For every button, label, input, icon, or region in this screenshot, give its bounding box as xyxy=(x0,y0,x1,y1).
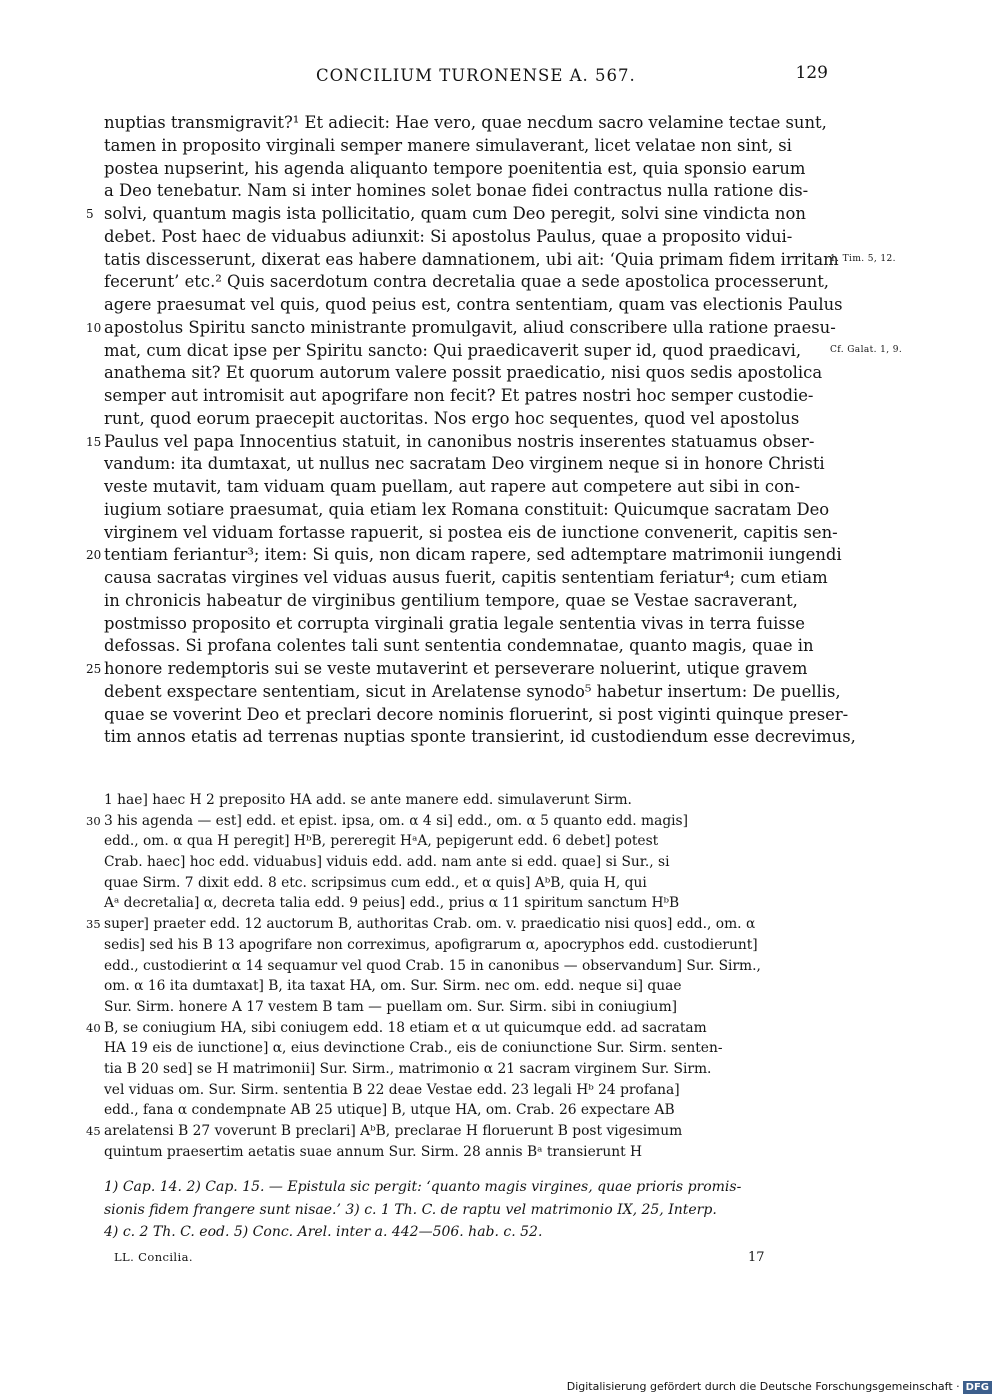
apparatus-line xyxy=(104,893,834,914)
margin-reference: Cf. Galat. 1, 9. xyxy=(830,344,903,355)
text-line xyxy=(104,249,839,272)
apparatus-line xyxy=(104,935,834,956)
text-line xyxy=(104,635,834,658)
text-line xyxy=(104,385,834,408)
text-line-text: agere praesumat vel quis, quod peius est, contra sententiam, quam vas electionis Paulus xyxy=(104,295,843,314)
text-line xyxy=(104,180,834,203)
apparatus-line xyxy=(104,976,834,997)
text-line xyxy=(104,499,834,522)
text-line-text: in chronicis habeatur de virginibus gentilium tempore, quae se Vestae sacraverant, xyxy=(104,590,798,610)
line-number: 15 xyxy=(86,434,102,449)
text-line xyxy=(104,704,849,727)
text-line xyxy=(104,726,856,749)
apparatus-line xyxy=(104,1100,834,1121)
text-line xyxy=(104,362,834,385)
text-line xyxy=(104,613,834,636)
apparatus-line-text: vel viduas om. Sur. Sirm. sententia B 22 deae Vestae edd. 23 legali Hᵇ 24 profana] xyxy=(104,1081,680,1098)
apparatus-line-text: edd., fana α condempnate AB 25 utique] B, utque HA, om. Crab. 26 expectare AB xyxy=(104,1102,675,1119)
line-number: 40 xyxy=(86,1020,101,1035)
apparatus-line xyxy=(86,1121,834,1142)
apparatus-line xyxy=(86,1018,834,1039)
line-number: 35 xyxy=(86,917,101,932)
apparatus-line-text: quae Sirm. 7 dixit edd. 8 etc. scripsimus cum edd., et α quis] AᵇB, quia H, qui xyxy=(104,874,647,891)
line-number: 10 xyxy=(86,320,102,335)
text-line xyxy=(104,226,834,249)
text-line-text: solvi, quantum magis ista pollicitatio, quam cum Deo peregit, solvi sine vindicta non xyxy=(104,204,806,223)
apparatus-line xyxy=(104,1080,834,1101)
text-line-text: debent exspectare sententiam, sicut in Arelatense synodo⁵ habetur insertum: De puellis, xyxy=(104,681,841,701)
apparatus-line-text: sedis] sed his B 13 apogrifare non correximus, apofigrarum α, apocryphos edd. custodierunt] xyxy=(104,936,758,953)
text-line xyxy=(104,453,834,476)
text-line xyxy=(86,203,834,226)
apparatus-line xyxy=(104,831,834,852)
main-text xyxy=(86,112,856,749)
text-line-text: mat, cum dicat ipse per Spiritu sancto: Qui praedicaverit super id, quod praedicavi, xyxy=(104,340,802,360)
apparatus-line xyxy=(104,997,834,1018)
apparatus-line-text: super] praeter edd. 12 auctorum B, authoritas Crab. om. v. praedicatio nisi quos] edd., om. α xyxy=(104,916,756,933)
apparatus-line xyxy=(86,811,834,832)
apparatus-line xyxy=(104,790,834,811)
text-line-text: apostolus Spiritu sancto ministrante promulgavit, aliud conscribere ulla ratione praesu- xyxy=(104,317,836,337)
page-number: 129 xyxy=(795,63,828,83)
apparatus-line xyxy=(104,1059,834,1080)
text-line-text: fecerunt’ etc.² Quis sacerdotum contra decretalia quae a sede apostolica processerunt, xyxy=(104,272,830,292)
text-line xyxy=(86,544,842,567)
apparatus-line xyxy=(104,852,834,873)
apparatus-line-text: edd., om. α qua H peregit] HᵇB, pereregit HᵃA, pepigerunt edd. 6 debet] potest xyxy=(104,833,659,850)
footer-signature-number: 17 xyxy=(748,1250,765,1265)
text-line xyxy=(104,681,841,704)
apparatus-line xyxy=(86,914,834,935)
text-line-text: tamen in proposito virginali semper manere simulaverant, licet velatae non sint, si xyxy=(104,135,792,155)
text-line xyxy=(104,158,834,181)
text-line-text: Paulus vel papa Innocentius statuit, in canonibus nostris inserentes statuamus obser- xyxy=(104,431,815,451)
text-line xyxy=(86,431,834,454)
text-line-text: quae se voverint Deo et preclari decore nominis floruerint, si post viginti quinque preser- xyxy=(104,704,849,724)
text-line xyxy=(104,294,843,317)
text-line-text: defossas. Si profana colentes tali sunt sententia condemnatae, quanto magis, quae in xyxy=(104,636,814,656)
text-line xyxy=(104,112,834,135)
apparatus-line-text: 1 hae] haec H 2 preposito HA add. se ante manere edd. simulaverunt Sirm. xyxy=(104,792,632,808)
line-number: 30 xyxy=(86,813,101,828)
text-line-text: honore redemptoris sui se veste mutaverint et perseverare noluerint, utique gravem xyxy=(104,659,808,678)
apparatus-line-text: HA 19 eis de iunctione] α, eius devinctione Crab., eis de coniunctione Sur. Sirm. senten- xyxy=(104,1040,723,1057)
apparatus-line xyxy=(104,956,834,977)
text-line xyxy=(104,135,834,158)
apparatus-line-text: tia B 20 sed] se H matrimonii] Sur. Sirm., matrimonio α 21 sacram virginem Sur. Sirm. xyxy=(104,1060,712,1077)
text-line-text: virginem vel viduam fortasse rapuerit, si postea eis de iunctione convenerit, capitis sen- xyxy=(104,522,838,542)
apparatus-line-text: B, se coniugium HA, sibi coniugem edd. 18 etiam et α ut quicumque edd. ad sacratam xyxy=(104,1019,707,1036)
apparatus-line-text: om. α 16 ita dumtaxat] B, ita taxat HA, om. Sur. Sirm. nec om. edd. neque si] quae xyxy=(104,978,682,995)
text-line xyxy=(104,408,834,431)
apparatus-line-text: Crab. haec] hoc edd. viduabus] viduis edd. add. nam ante si edd. quae] si Sur., si xyxy=(104,854,670,871)
footnote-line: 1) Cap. 14. 2) Cap. 15. — Epistula sic pergit: ‘quanto magis virgines, quae prioris promis- xyxy=(104,1179,742,1195)
dfg-logo: DFG xyxy=(963,1381,992,1394)
text-line xyxy=(104,271,834,294)
page-header xyxy=(104,63,828,94)
text-line-text: tatis discesserunt, dixerat eas habere damnationem, ubi ait: ‘Quia primam fidem irritam xyxy=(104,249,839,269)
text-line xyxy=(104,567,834,590)
text-line xyxy=(104,476,834,499)
apparatus-line xyxy=(104,1142,834,1163)
footnote-line: sionis fidem frangere sunt nisae.’ 3) c. 1 Th. C. de raptu vel matrimonio IX, 25, Interp. xyxy=(104,1201,717,1218)
text-line-text: a Deo tenebatur. Nam si inter homines solet bonae fidei contractus nulla ratione dis- xyxy=(104,181,809,201)
text-line-text: postmisso proposito et corrupta virginali gratia legale sententia vivas in terra fuisse xyxy=(104,613,805,633)
text-line xyxy=(104,590,834,613)
text-line-text: tentiam feriantur³; item: Si quis, non dicam rapere, sed adtemptare matrimonii iungendi xyxy=(104,545,842,565)
text-line-text: causa sacratas virgines vel viduas ausus fuerit, capitis sententiam feriatur⁴; cum etiam xyxy=(104,568,828,587)
text-line xyxy=(86,317,836,340)
credit-text: Digitalisierung gefördert durch die Deutsche Forschungsgemeinschaft · xyxy=(566,1380,960,1393)
footnotes xyxy=(104,1176,834,1244)
text-line-text: semper aut intromisit aut apogrifare non fecit? Et patres nostri hoc semper custodie- xyxy=(104,386,814,405)
text-line-text: postea nupserint, his agenda aliquanto tempore poenitentia est, quia sponsio earum xyxy=(104,158,806,178)
apparatus-line xyxy=(104,1038,834,1059)
text-line-text: tim annos etatis ad terrenas nuptias sponte transierint, id custodiendum esse decrevimus, xyxy=(104,727,856,747)
text-line-text: iugium sotiare praesumat, quia etiam lex Romana constituit: Quicumque sacratam Deo xyxy=(104,499,830,519)
apparatus-line-text: arelatensi B 27 voverunt B preclari] AᵇB, preclarae H floruerunt B post vigesimum xyxy=(104,1123,683,1139)
text-line-text: anathema sit? Et quorum autorum valere possit praedicatio, nisi quos sedis apostolica xyxy=(104,363,823,383)
line-number: 20 xyxy=(86,548,102,563)
critical-apparatus xyxy=(86,790,834,1162)
text-line-text: debet. Post haec de viduabus adiunxit: Si apostolus Paulus, quae a proposito vidui- xyxy=(104,226,793,246)
apparatus-line-text: edd., custodierint α 14 sequamur vel quod Crab. 15 in canonibus — observandum] Sur. Sirm., xyxy=(104,957,761,974)
apparatus-line-text: Sur. Sirm. honere A 17 vestem B tam — puellam om. Sur. Sirm. sibi in coniugium] xyxy=(104,998,678,1015)
footnote-line: 4) c. 2 Th. C. eod. 5) Conc. Arel. inter a. 442—506. hab. c. 52. xyxy=(104,1224,543,1240)
line-number: 5 xyxy=(86,207,94,221)
apparatus-line-text: Aᵃ decretalia] α, decreta talia edd. 9 peius] edd., prius α 11 spiritum sanctum HᵇB xyxy=(104,895,680,912)
text-line-text: vandum: ita dumtaxat, ut nullus nec sacratam Deo virginem neque si in honore Christi xyxy=(104,454,825,474)
text-line-text: runt, quod eorum praecepit auctoritas. Nos ergo hoc sequentes, quod vel apostolus xyxy=(104,408,800,428)
line-number: 25 xyxy=(86,662,102,676)
text-line-text: nuptias transmigravit?¹ Et adiecit: Hae vero, quae necdum sacro velamine tectae sunt, xyxy=(104,113,827,132)
apparatus-line-text: 3 his agenda — est] edd. et epist. ipsa, om. α 4 si] edd., om. α 5 quanto edd. magis] xyxy=(104,812,689,829)
text-line xyxy=(86,658,834,681)
apparatus-line xyxy=(104,873,834,894)
apparatus-line-text: quintum praesertim aetatis suae annum Sur. Sirm. 28 annis Bᵃ transierunt H xyxy=(104,1143,643,1160)
footer-series-label: LL. Concilia. xyxy=(114,1250,193,1264)
digitization-credit xyxy=(567,1380,992,1394)
line-number: 45 xyxy=(86,1124,101,1138)
text-line xyxy=(104,522,838,545)
running-title: CONCILIUM TURONENSE A. 567. xyxy=(316,66,636,85)
margin-reference: 1. Tim. 5, 12. xyxy=(830,253,896,264)
text-line-text: veste mutavit, tam viduam quam puellam, aut rapere aut competere aut sibi in con- xyxy=(104,477,801,496)
text-line xyxy=(104,340,834,363)
